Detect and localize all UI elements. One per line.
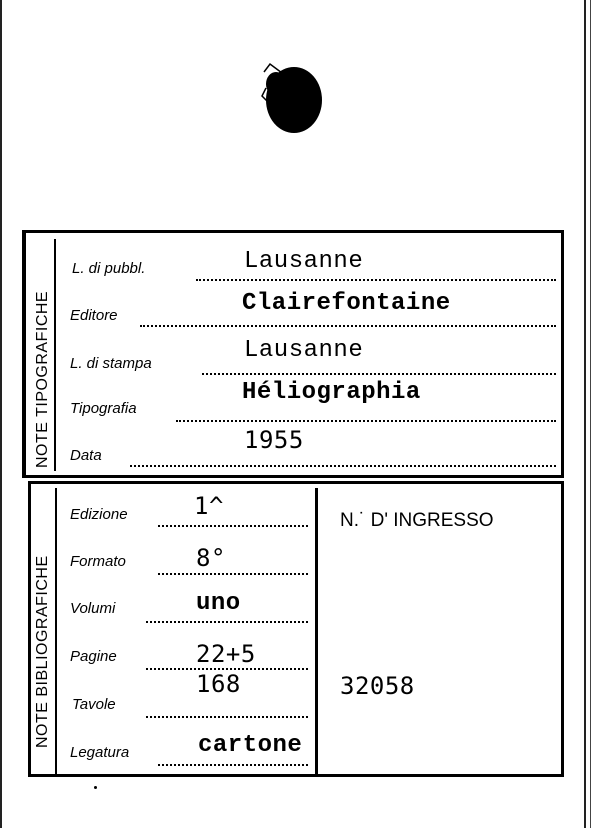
section-divider — [55, 488, 57, 774]
field-line-formato — [158, 573, 308, 575]
ingresso-header: N.˙ D' INGRESSO — [340, 510, 494, 531]
field-value-volumi: uno — [196, 590, 241, 617]
field-line-data — [130, 465, 556, 467]
field-value-formato: 8° — [196, 544, 226, 572]
section-divider — [54, 239, 56, 471]
field-line-tipografia — [176, 420, 556, 422]
card-left-edge — [0, 0, 2, 828]
field-value-tavole: 168 — [196, 670, 241, 698]
field-label-luogo-pubbl: L. di pubbl. — [72, 260, 146, 277]
field-value-legatura: cartone — [198, 732, 303, 759]
stray-mark — [94, 786, 97, 789]
field-line-legatura — [158, 764, 308, 766]
field-value-luogo-stampa: Lausanne — [244, 337, 364, 364]
field-label-formato: Formato — [70, 553, 126, 570]
field-value-luogo-pubbl: Lausanne — [244, 248, 364, 275]
field-value-edizione: 1^ — [194, 492, 224, 520]
field-label-edizione: Edizione — [70, 506, 128, 523]
field-label-editore: Editore — [70, 307, 118, 324]
field-line-tavole — [146, 716, 308, 718]
field-line-edizione — [158, 525, 308, 527]
field-label-volumi: Volumi — [70, 600, 116, 617]
field-label-pagine: Pagine — [70, 648, 117, 665]
field-line-luogo-stampa — [202, 373, 556, 375]
field-label-legatura: Legatura — [70, 744, 130, 761]
field-label-luogo-stampa: L. di stampa — [70, 355, 152, 372]
field-label-tipografia: Tipografia — [70, 400, 137, 417]
punch-hole-icon — [256, 62, 332, 136]
field-line-luogo-pubbl — [196, 279, 556, 281]
card-right-edge — [584, 0, 586, 828]
section-label-tipografiche: NOTE TIPOGRAFICHE — [34, 290, 51, 468]
card-right-edge-shadow — [590, 0, 591, 828]
field-line-editore — [140, 325, 556, 327]
field-line-volumi — [146, 621, 308, 623]
field-value-tipografia: Héliographia — [242, 379, 421, 406]
field-value-pagine: 22+5 — [196, 640, 256, 668]
ingresso-number: 32058 — [340, 672, 415, 700]
field-label-data: Data — [70, 447, 102, 464]
field-label-tavole: Tavole — [72, 696, 116, 713]
ingresso-divider — [315, 488, 318, 774]
field-value-data: 1955 — [244, 426, 304, 454]
section-label-bibliografiche: NOTE BIBLIOGRAFICHE — [34, 555, 51, 748]
field-value-editore: Clairefontaine — [242, 290, 451, 317]
